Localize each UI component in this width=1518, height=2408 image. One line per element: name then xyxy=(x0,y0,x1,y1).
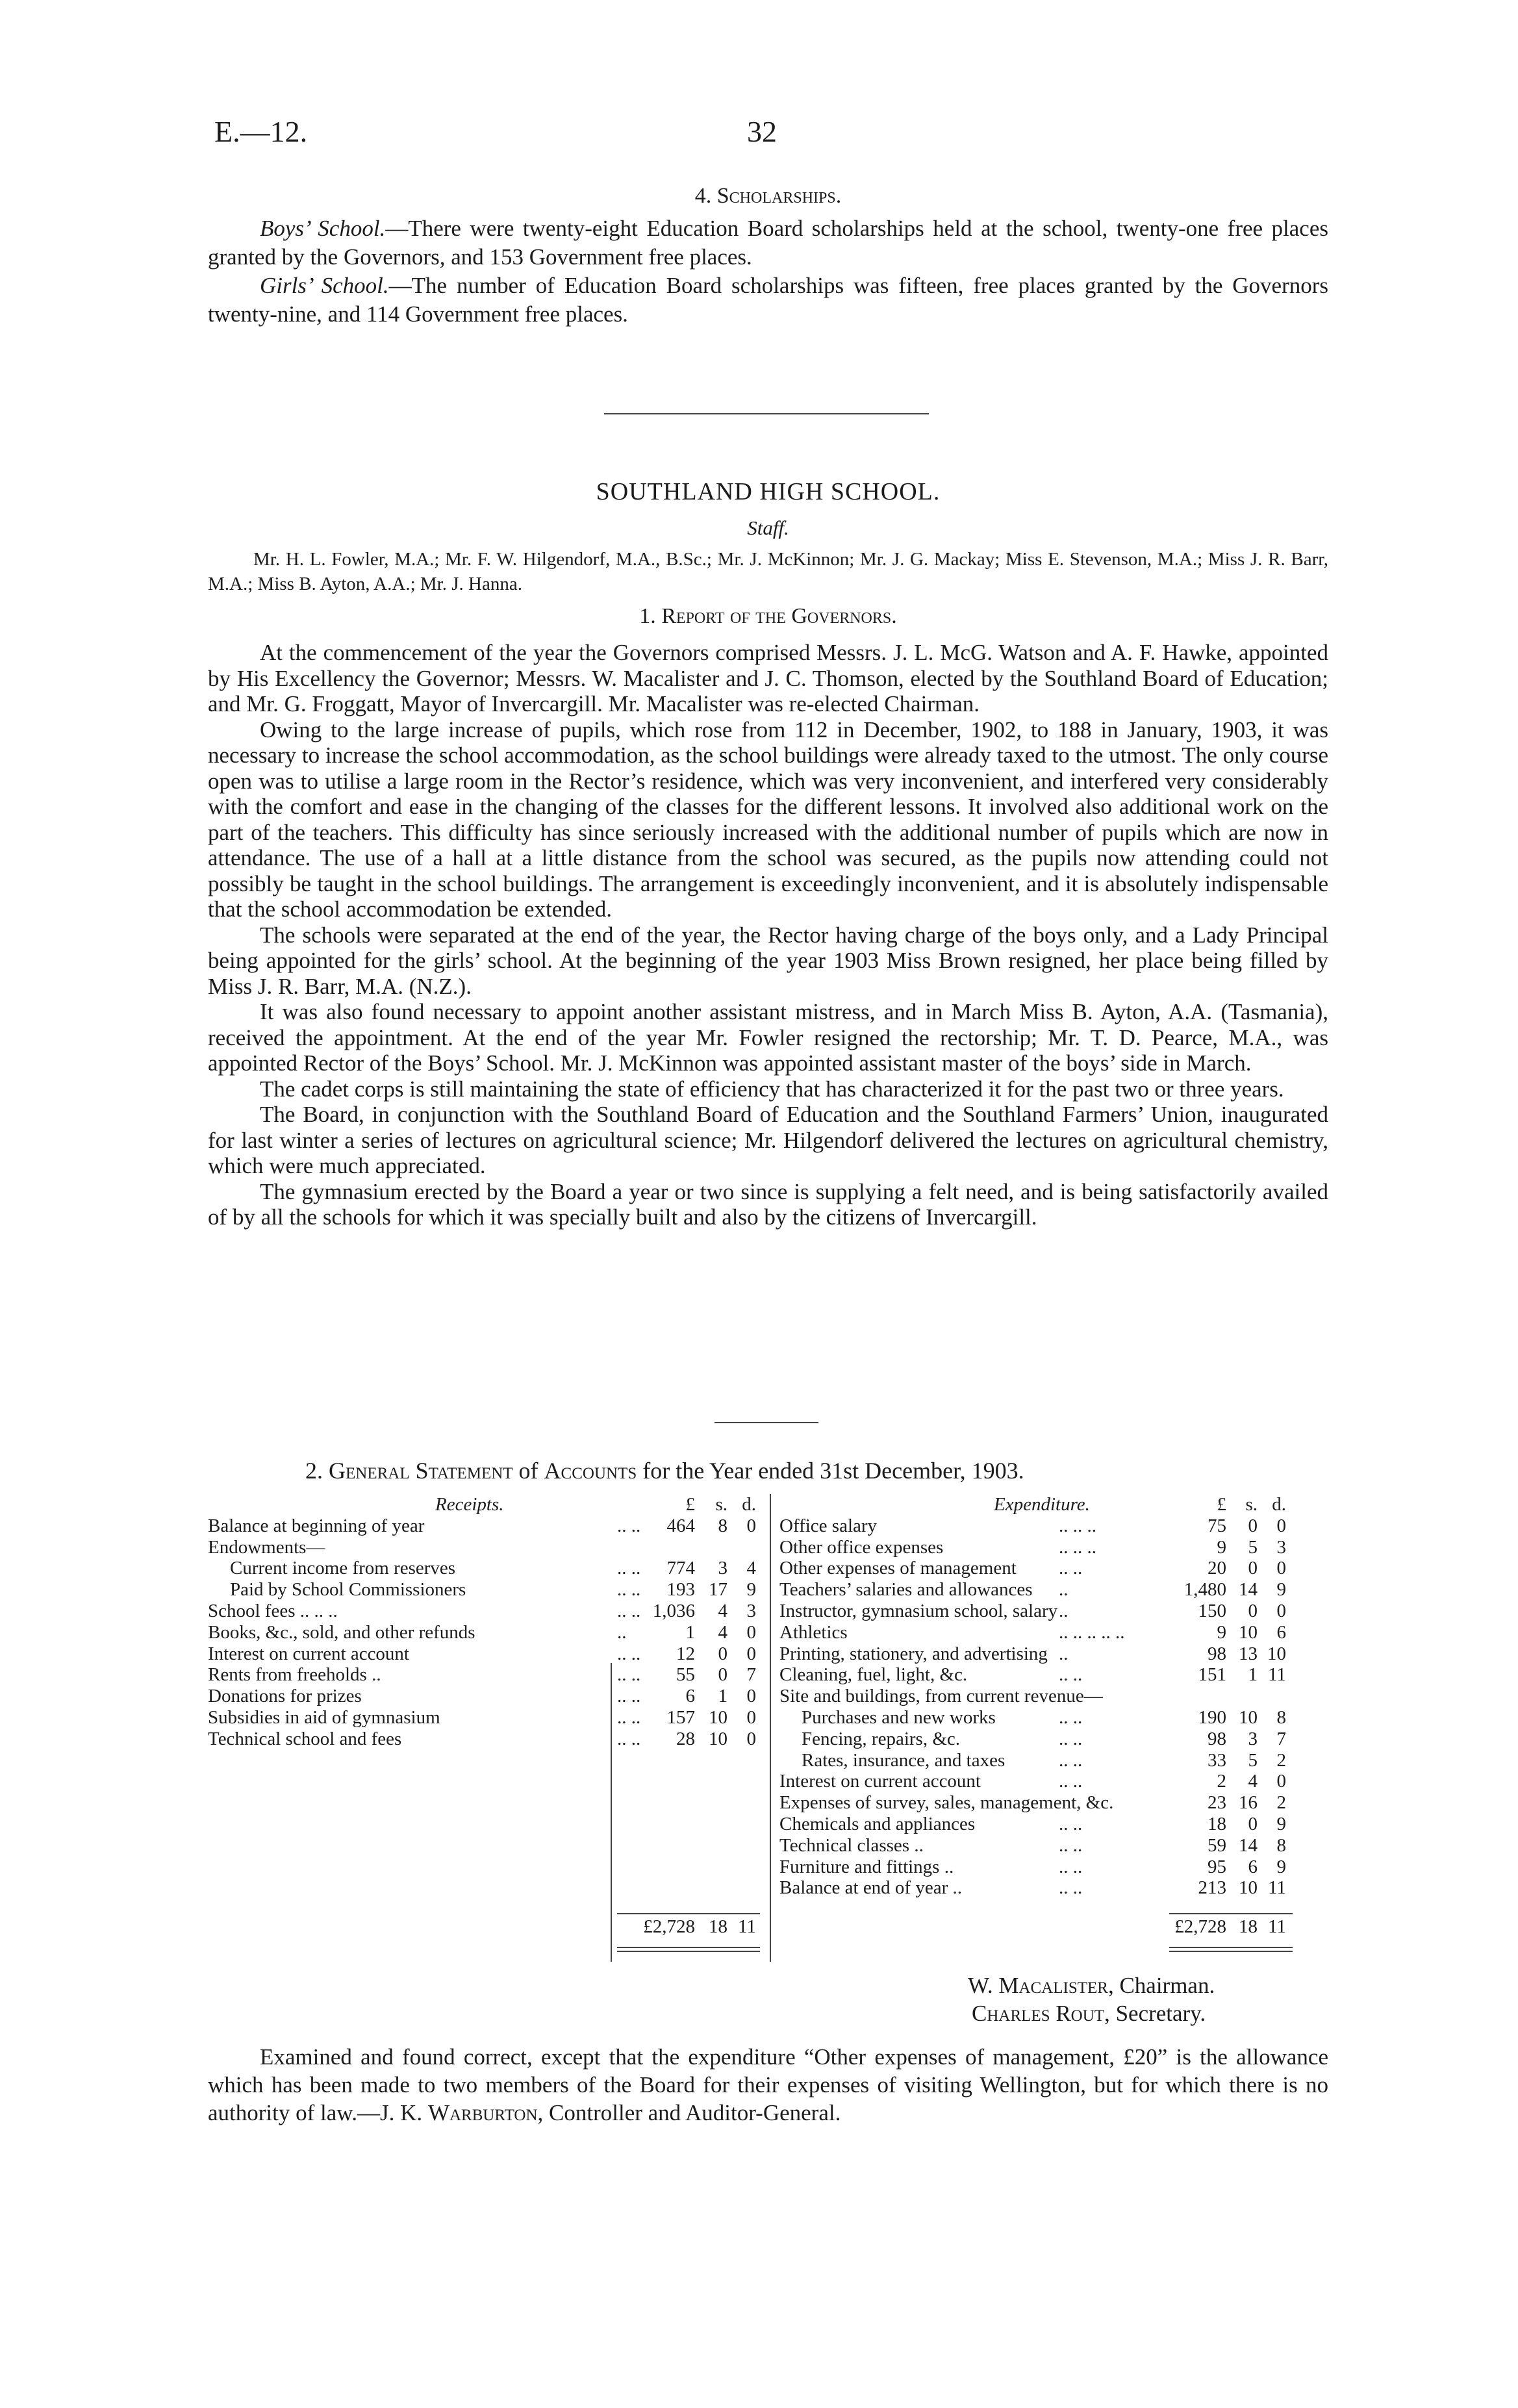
receipts-label: Paid by School Commissioners xyxy=(230,1579,466,1601)
page-reference: E.—12. xyxy=(214,115,308,148)
expenditure-shillings: 6 xyxy=(1248,1856,1258,1877)
boys-school-lead: Boys’ School. xyxy=(260,216,386,241)
statement-heading xyxy=(305,1457,1319,1484)
expenditure-row xyxy=(779,1814,1338,1835)
expenditure-pence: 11 xyxy=(1268,1877,1286,1899)
expenditure-shillings: 0 xyxy=(1248,1600,1258,1621)
expenditure-pence: 9 xyxy=(1276,1579,1286,1601)
expenditure-pence: 7 xyxy=(1276,1728,1286,1749)
receipts-row xyxy=(208,1579,766,1601)
receipts-label: Books, &c., sold, and other refunds xyxy=(208,1621,475,1643)
receipts-pence: 7 xyxy=(746,1664,756,1686)
signature-block xyxy=(968,1971,1215,2027)
auditor-text: Examined and found correct, except that the expenditure “Other expenses of management, £20” is the allowance which has been made to two members of the Board for their expenses of visiting Wellington, but for which there is no authority of law.—J. K. xyxy=(208,2044,1328,2125)
expenditure-label: Athletics xyxy=(779,1621,848,1643)
expenditure-label: Balance at end of year .. xyxy=(779,1877,962,1899)
expenditure-pence: 11 xyxy=(1268,1664,1286,1686)
expenditure-pounds: 9 xyxy=(1217,1536,1226,1558)
receipts-pounds: 1,036 xyxy=(652,1600,695,1621)
receipts-label: Donations for prizes xyxy=(208,1686,362,1707)
receipts-row xyxy=(208,1558,766,1579)
expenditure-shillings: 0 xyxy=(1248,1558,1258,1579)
receipts-shillings: 10 xyxy=(709,1728,727,1749)
expenditure-leader-dots: .. .. .. xyxy=(1059,1515,1096,1536)
expenditure-pounds: 9 xyxy=(1217,1621,1226,1643)
receipts-heading: Receipts. xyxy=(435,1494,504,1515)
secretary-title: Secretary. xyxy=(1115,2001,1206,2026)
expenditure-row xyxy=(779,1601,1338,1622)
expenditure-pounds: 190 xyxy=(1198,1706,1226,1728)
expenditure-pounds: 98 xyxy=(1208,1643,1226,1664)
expenditure-row xyxy=(779,1558,1338,1579)
expenditure-shillings: 10 xyxy=(1239,1877,1258,1899)
expenditure-shillings: 4 xyxy=(1248,1771,1258,1792)
pence-heading: d. xyxy=(1272,1494,1286,1515)
expenditure-shillings: 13 xyxy=(1239,1643,1258,1664)
expenditure-total-pounds: £2,728 xyxy=(1174,1916,1226,1937)
expenditure-pounds: 150 xyxy=(1198,1600,1226,1621)
report-paragraph: Owing to the large increase of pupils, which rose from 112 in December, 1902, to 188 in January, 1903, it was necessary to increase the school accommodation, as the school buildings were already taxed to the utmost. The only course open was to utilise a large room in the Rector’s residence, which was very inconvenient, and interfered very considerably with the comfort and ease in the changing of the classes for the different lessons. It involved also additional work on the part of the teachers. This difficulty has since seriously increased with the additional number of pupils which are now in attendance. The use of a hall at a little distance from the school was secured, as the pupils now attending could not possibly be taught in the school buildings. The arrangement is exceedingly inconvenient, and it is absolutely indispensable that the school accommodation be extended. xyxy=(208,716,1328,922)
section-divider xyxy=(715,1422,818,1423)
expenditure-leader-dots: .. .. xyxy=(1059,1749,1083,1771)
statement-heading-title: General Statement xyxy=(329,1458,513,1484)
receipts-row xyxy=(208,1729,766,1750)
report-paragraph: It was also found necessary to appoint another assistant mistress, and in March Miss B. Ayton, A.A. (Tasmania), received the appointment. At the end of the year Mr. Fowler resigned the rectorship; Mr. T. D. Pearce, M.A., was appointed Rector of the Boys’ School. Mr. J. McKinnon was appointed assistant master of the boys’ side in March. xyxy=(208,999,1328,1076)
receipts-pence: 0 xyxy=(746,1686,756,1707)
expenditure-label: Teachers’ salaries and allowances xyxy=(779,1579,1033,1601)
expenditure-leader-dots: .. .. xyxy=(1059,1856,1083,1877)
expenditure-pence: 8 xyxy=(1276,1706,1286,1728)
receipts-leader-dots: .. .. xyxy=(617,1664,641,1686)
expenditure-shillings: 10 xyxy=(1239,1621,1258,1643)
school-title: SOUTHLAND HIGH SCHOOL. xyxy=(596,478,941,505)
expenditure-leader-dots: .. .. xyxy=(1059,1728,1083,1749)
receipts-pence: 4 xyxy=(746,1558,756,1579)
receipts-total-row xyxy=(208,1916,766,1938)
statement-heading-number: 2. xyxy=(305,1458,323,1484)
boys-school-paragraph xyxy=(208,214,1328,272)
expenditure-label: Other expenses of management xyxy=(779,1558,1017,1579)
expenditure-row xyxy=(779,1877,1338,1899)
expenditure-row xyxy=(779,1835,1338,1857)
expenditure-shillings: 5 xyxy=(1248,1536,1258,1558)
expenditure-pence: 9 xyxy=(1276,1813,1286,1834)
secretary-line xyxy=(968,1999,1215,2027)
receipts-label: Balance at beginning of year xyxy=(208,1515,425,1536)
receipts-row xyxy=(208,1707,766,1729)
receipts-shillings: 0 xyxy=(718,1664,727,1686)
expenditure-pounds: 2 xyxy=(1217,1771,1226,1792)
receipts-leader-dots: .. .. xyxy=(617,1706,641,1728)
receipts-total-shillings: 18 xyxy=(709,1916,727,1937)
receipts-leader-dots: .. .. xyxy=(617,1600,641,1621)
expenditure-pounds: 23 xyxy=(1208,1792,1226,1814)
receipts-shillings: 10 xyxy=(709,1706,727,1728)
chairman-name: W. Macalister, xyxy=(968,1973,1114,1998)
expenditure-row xyxy=(779,1515,1338,1537)
expenditure-row xyxy=(779,1729,1338,1750)
expenditure-leader-dots: .. xyxy=(1059,1643,1069,1664)
expenditure-leader-dots: .. .. .. .. .. xyxy=(1059,1621,1125,1643)
receipts-total-pounds: £2,728 xyxy=(643,1916,695,1937)
expenditure-pence: 8 xyxy=(1276,1834,1286,1856)
statement-heading-of: of xyxy=(518,1458,538,1484)
expenditure-pence: 0 xyxy=(1276,1600,1286,1621)
statement-heading-accounts: Accounts xyxy=(544,1458,637,1484)
boys-school-text: —There were twenty-eight Education Board scholarships held at the school, twenty-one free places granted by the Governors, and 153 Government free places. xyxy=(208,216,1328,270)
expenditure-shillings: 16 xyxy=(1239,1792,1258,1814)
expenditure-pence: 0 xyxy=(1276,1558,1286,1579)
receipts-row xyxy=(208,1664,766,1686)
expenditure-pence: 6 xyxy=(1276,1621,1286,1643)
expenditure-label: Instructor, gymnasium school, salary xyxy=(779,1600,1058,1621)
report-paragraph: At the commencement of the year the Governors comprised Messrs. J. L. McG. Watson and A. F. Hawke, appointed by His Excellency the Governor; Messrs. W. Macalister and J. C. Thomson, elected by the Southland Board of Education; and Mr. G. Froggatt, Mayor of Invercargill. Mr. Macalister was re-elected Chairman. xyxy=(208,640,1328,716)
girls-school-lead: Girls’ School. xyxy=(260,273,389,298)
auditor-note xyxy=(208,2043,1328,2127)
receipts-double-rule xyxy=(617,1951,760,1952)
receipts-header-row xyxy=(208,1494,766,1515)
expenditure-pence: 2 xyxy=(1276,1749,1286,1771)
receipts-row xyxy=(208,1686,766,1707)
receipts-row xyxy=(208,1537,766,1558)
expenditure-pounds: 59 xyxy=(1208,1834,1226,1856)
receipts-pence: 0 xyxy=(746,1515,756,1536)
expenditure-leader-dots: .. .. .. xyxy=(1059,1536,1096,1558)
expenditure-total-pence: 11 xyxy=(1268,1916,1286,1937)
expenditure-leader-dots: .. .. xyxy=(1059,1813,1083,1834)
receipts-leader-dots: .. .. xyxy=(617,1643,641,1664)
expenditure-shillings: 5 xyxy=(1248,1749,1258,1771)
expenditure-shillings: 1 xyxy=(1248,1664,1258,1686)
expenditure-shillings: 10 xyxy=(1239,1706,1258,1728)
receipts-leader-dots: .. .. xyxy=(617,1515,641,1536)
expenditure-pounds: 1,480 xyxy=(1183,1579,1226,1601)
receipts-pounds: 1 xyxy=(685,1621,695,1643)
receipts-leader-dots: .. .. xyxy=(617,1686,641,1707)
receipts-pence: 0 xyxy=(746,1706,756,1728)
girls-school-text: —The number of Education Board scholarships was fifteen, free places granted by the Governors twenty-nine, and 114 Government free places. xyxy=(208,273,1329,327)
expenditure-leader-dots: .. .. xyxy=(1059,1834,1083,1856)
expenditure-label: Fencing, repairs, &c. xyxy=(802,1728,961,1749)
expenditure-pounds: 98 xyxy=(1208,1728,1226,1749)
expenditure-leader-dots: .. .. xyxy=(1059,1771,1083,1792)
expenditure-label: Purchases and new works xyxy=(802,1706,996,1728)
expenditure-pounds: 213 xyxy=(1198,1877,1226,1899)
auditor-paragraph xyxy=(208,2043,1328,2127)
receipts-leader-dots: .. .. xyxy=(617,1728,641,1749)
receipts-pounds: 6 xyxy=(685,1686,695,1707)
expenditure-pence: 0 xyxy=(1276,1771,1286,1792)
scholarships-heading: 4. Scholarships. xyxy=(694,184,842,208)
receipts-pounds: 464 xyxy=(666,1515,695,1536)
expenditure-shillings: 3 xyxy=(1248,1728,1258,1749)
expenditure-pounds: 151 xyxy=(1198,1664,1226,1686)
expenditure-leader-dots: .. .. xyxy=(1059,1877,1083,1899)
receipts-row xyxy=(208,1515,766,1537)
expenditure-label: Furniture and fittings .. xyxy=(779,1856,954,1877)
expenditure-row xyxy=(779,1857,1338,1878)
expenditure-pence: 9 xyxy=(1276,1856,1286,1877)
pence-heading: d. xyxy=(742,1494,756,1515)
receipts-pence: 0 xyxy=(746,1643,756,1664)
expenditure-total-row xyxy=(779,1916,1338,1938)
report-heading: 1. Report of the Governors. xyxy=(639,604,897,628)
receipts-table xyxy=(208,1494,766,1750)
pounds-heading: £ xyxy=(1217,1494,1226,1515)
receipts-pounds: 55 xyxy=(676,1664,695,1686)
receipts-shillings: 4 xyxy=(718,1600,727,1621)
expenditure-pounds: 95 xyxy=(1208,1856,1226,1877)
auditor-title: Controller and Auditor-General. xyxy=(549,2100,841,2125)
expenditure-row xyxy=(779,1686,1338,1707)
report-paragraph: The gymnasium erected by the Board a year or two since is supplying a felt need, and is being satisfactorily availed of by all the schools for which it was specially built and also by the citizens of Invercargill. xyxy=(208,1178,1328,1230)
shillings-heading: s. xyxy=(715,1494,727,1515)
receipts-shillings: 8 xyxy=(718,1515,727,1536)
page-number: 32 xyxy=(747,115,777,148)
receipts-total-pence: 11 xyxy=(738,1916,756,1937)
expenditure-row xyxy=(779,1579,1338,1601)
scholarships-body xyxy=(208,214,1328,329)
receipts-leader-dots: .. .. xyxy=(617,1579,641,1601)
secretary-name: Charles Rout, xyxy=(972,2001,1110,2026)
expenditure-pence: 10 xyxy=(1267,1643,1286,1664)
expenditure-label: Rates, insurance, and taxes xyxy=(802,1749,1006,1771)
chairman-line xyxy=(968,1971,1215,1999)
expenditure-pounds: 33 xyxy=(1208,1749,1226,1771)
receipts-pence: 0 xyxy=(746,1621,756,1643)
expenditure-leader-dots: .. xyxy=(1059,1579,1069,1601)
expenditure-row xyxy=(779,1622,1338,1643)
receipts-rows xyxy=(208,1515,766,1750)
expenditure-total xyxy=(779,1916,1338,1938)
shillings-heading: s. xyxy=(1245,1494,1258,1515)
expenditure-total-rule xyxy=(1169,1913,1293,1914)
expenditure-heading: Expenditure. xyxy=(994,1494,1090,1515)
receipts-label: Interest on current account xyxy=(208,1643,409,1664)
expenditure-row xyxy=(779,1664,1338,1686)
receipts-shillings: 0 xyxy=(718,1643,727,1664)
auditor-name: Warburton, xyxy=(427,2100,544,2125)
receipts-pounds: 12 xyxy=(676,1643,695,1664)
receipts-pence: 0 xyxy=(746,1728,756,1749)
expenditure-label: Technical classes .. xyxy=(779,1834,924,1856)
expenditure-label: Interest on current account xyxy=(779,1771,981,1792)
receipts-shillings: 3 xyxy=(718,1558,727,1579)
receipts-row xyxy=(208,1643,766,1665)
expenditure-pounds: 75 xyxy=(1208,1515,1226,1536)
expenditure-leader-dots: .. .. xyxy=(1059,1664,1083,1686)
receipts-total-rule xyxy=(617,1913,760,1914)
expenditure-shillings: 14 xyxy=(1239,1579,1258,1601)
receipts-pounds: 157 xyxy=(666,1706,695,1728)
expenditure-pounds: 20 xyxy=(1208,1558,1226,1579)
expenditure-label: Office salary xyxy=(779,1515,878,1536)
expenditure-label: Site and buildings, from current revenue— xyxy=(779,1686,1103,1707)
expenditure-row xyxy=(779,1771,1338,1792)
expenditure-rows xyxy=(779,1515,1338,1899)
receipts-total xyxy=(208,1916,766,1938)
receipts-pounds: 774 xyxy=(666,1558,695,1579)
report-paragraph: The cadet corps is still maintaining the state of efficiency that has characterized it for the past two or three years. xyxy=(260,1076,1284,1102)
column-divider xyxy=(770,1494,771,1962)
expenditure-row xyxy=(779,1750,1338,1771)
receipts-pence: 3 xyxy=(746,1600,756,1621)
expenditure-label: Printing, stationery, and advertising xyxy=(779,1643,1048,1664)
receipts-pounds: 28 xyxy=(676,1728,695,1749)
receipts-pounds: 193 xyxy=(666,1579,695,1601)
receipts-label: Current income from reserves xyxy=(230,1558,456,1579)
receipts-leader-dots: .. .. xyxy=(617,1558,641,1579)
expenditure-label: Chemicals and appliances xyxy=(779,1813,976,1834)
expenditure-row xyxy=(779,1792,1338,1814)
expenditure-leader-dots: .. xyxy=(1059,1600,1069,1621)
expenditure-total-shillings: 18 xyxy=(1239,1916,1258,1937)
receipts-leader-dots: .. xyxy=(617,1621,627,1643)
receipts-shillings: 4 xyxy=(718,1621,727,1643)
expenditure-pounds: 18 xyxy=(1208,1813,1226,1834)
receipts-label: Subsidies in aid of gymnasium xyxy=(208,1706,440,1728)
receipts-row xyxy=(208,1601,766,1622)
expenditure-table xyxy=(779,1494,1338,1899)
expenditure-shillings: 14 xyxy=(1239,1834,1258,1856)
staff-text: Mr. H. L. Fowler, M.A.; Mr. F. W. Hilgendorf, M.A., B.Sc.; Mr. J. McKinnon; Mr. J. G. Mackay; Miss E. Stevenson, M.A.; Miss J. R. Barr, M.A.; Miss B. Ayton, A.A.; Mr. J. Hanna. xyxy=(208,549,1328,594)
expenditure-label: Cleaning, fuel, light, &c. xyxy=(779,1664,968,1686)
expenditure-leader-dots: .. .. xyxy=(1059,1706,1083,1728)
expenditure-row xyxy=(779,1537,1338,1558)
expenditure-pence: 3 xyxy=(1276,1536,1286,1558)
expenditure-label: Expenses of survey, sales, management, &c. xyxy=(779,1792,1114,1814)
expenditure-label: Other office expenses xyxy=(779,1536,944,1558)
expenditure-shillings: 0 xyxy=(1248,1813,1258,1834)
receipts-label: Technical school and fees xyxy=(208,1728,402,1749)
report-body xyxy=(208,640,1328,1230)
chairman-title: Chairman. xyxy=(1119,1973,1215,1998)
expenditure-double-rule xyxy=(1169,1947,1293,1948)
expenditure-row xyxy=(779,1707,1338,1729)
receipts-double-rule xyxy=(617,1947,760,1948)
staff-list xyxy=(208,547,1328,596)
expenditure-leader-dots: .. .. xyxy=(1059,1558,1083,1579)
expenditure-pence: 0 xyxy=(1276,1515,1286,1536)
staff-heading: Staff. xyxy=(747,516,789,539)
receipts-pence: 9 xyxy=(746,1579,756,1601)
report-paragraph: The schools were separated at the end of the year, the Rector having charge of the boys only, and a Lady Principal being appointed for the girls’ school. At the beginning of the year 1903 Miss Brown resigned, her place being filled by Miss J. R. Barr, M.A. (N.Z.). xyxy=(208,922,1328,999)
expenditure-header-row xyxy=(779,1494,1338,1515)
expenditure-double-rule xyxy=(1169,1951,1293,1952)
report-paragraph: The Board, in conjunction with the Southland Board of Education and the Southland Farmers’ Union, inaugurated for last winter a series of lectures on agricultural science; Mr. Hilgendorf delivered the lectures on agricultural chemistry, which were much appreciated. xyxy=(208,1102,1328,1178)
receipts-label: Rents from freeholds .. xyxy=(208,1664,381,1686)
expenditure-shillings: 0 xyxy=(1248,1515,1258,1536)
receipts-label: Endowments— xyxy=(208,1536,325,1558)
section-divider xyxy=(604,413,929,414)
receipts-shillings: 1 xyxy=(718,1686,727,1707)
receipts-shillings: 17 xyxy=(709,1579,727,1601)
receipts-label: School fees .. .. .. xyxy=(208,1600,338,1621)
expenditure-pence: 2 xyxy=(1276,1792,1286,1814)
pounds-heading: £ xyxy=(685,1494,695,1515)
receipts-row xyxy=(208,1622,766,1643)
expenditure-row xyxy=(779,1643,1338,1665)
girls-school-paragraph xyxy=(208,272,1328,329)
statement-heading-period: for the Year ended 31st December, 1903. xyxy=(642,1458,1024,1484)
